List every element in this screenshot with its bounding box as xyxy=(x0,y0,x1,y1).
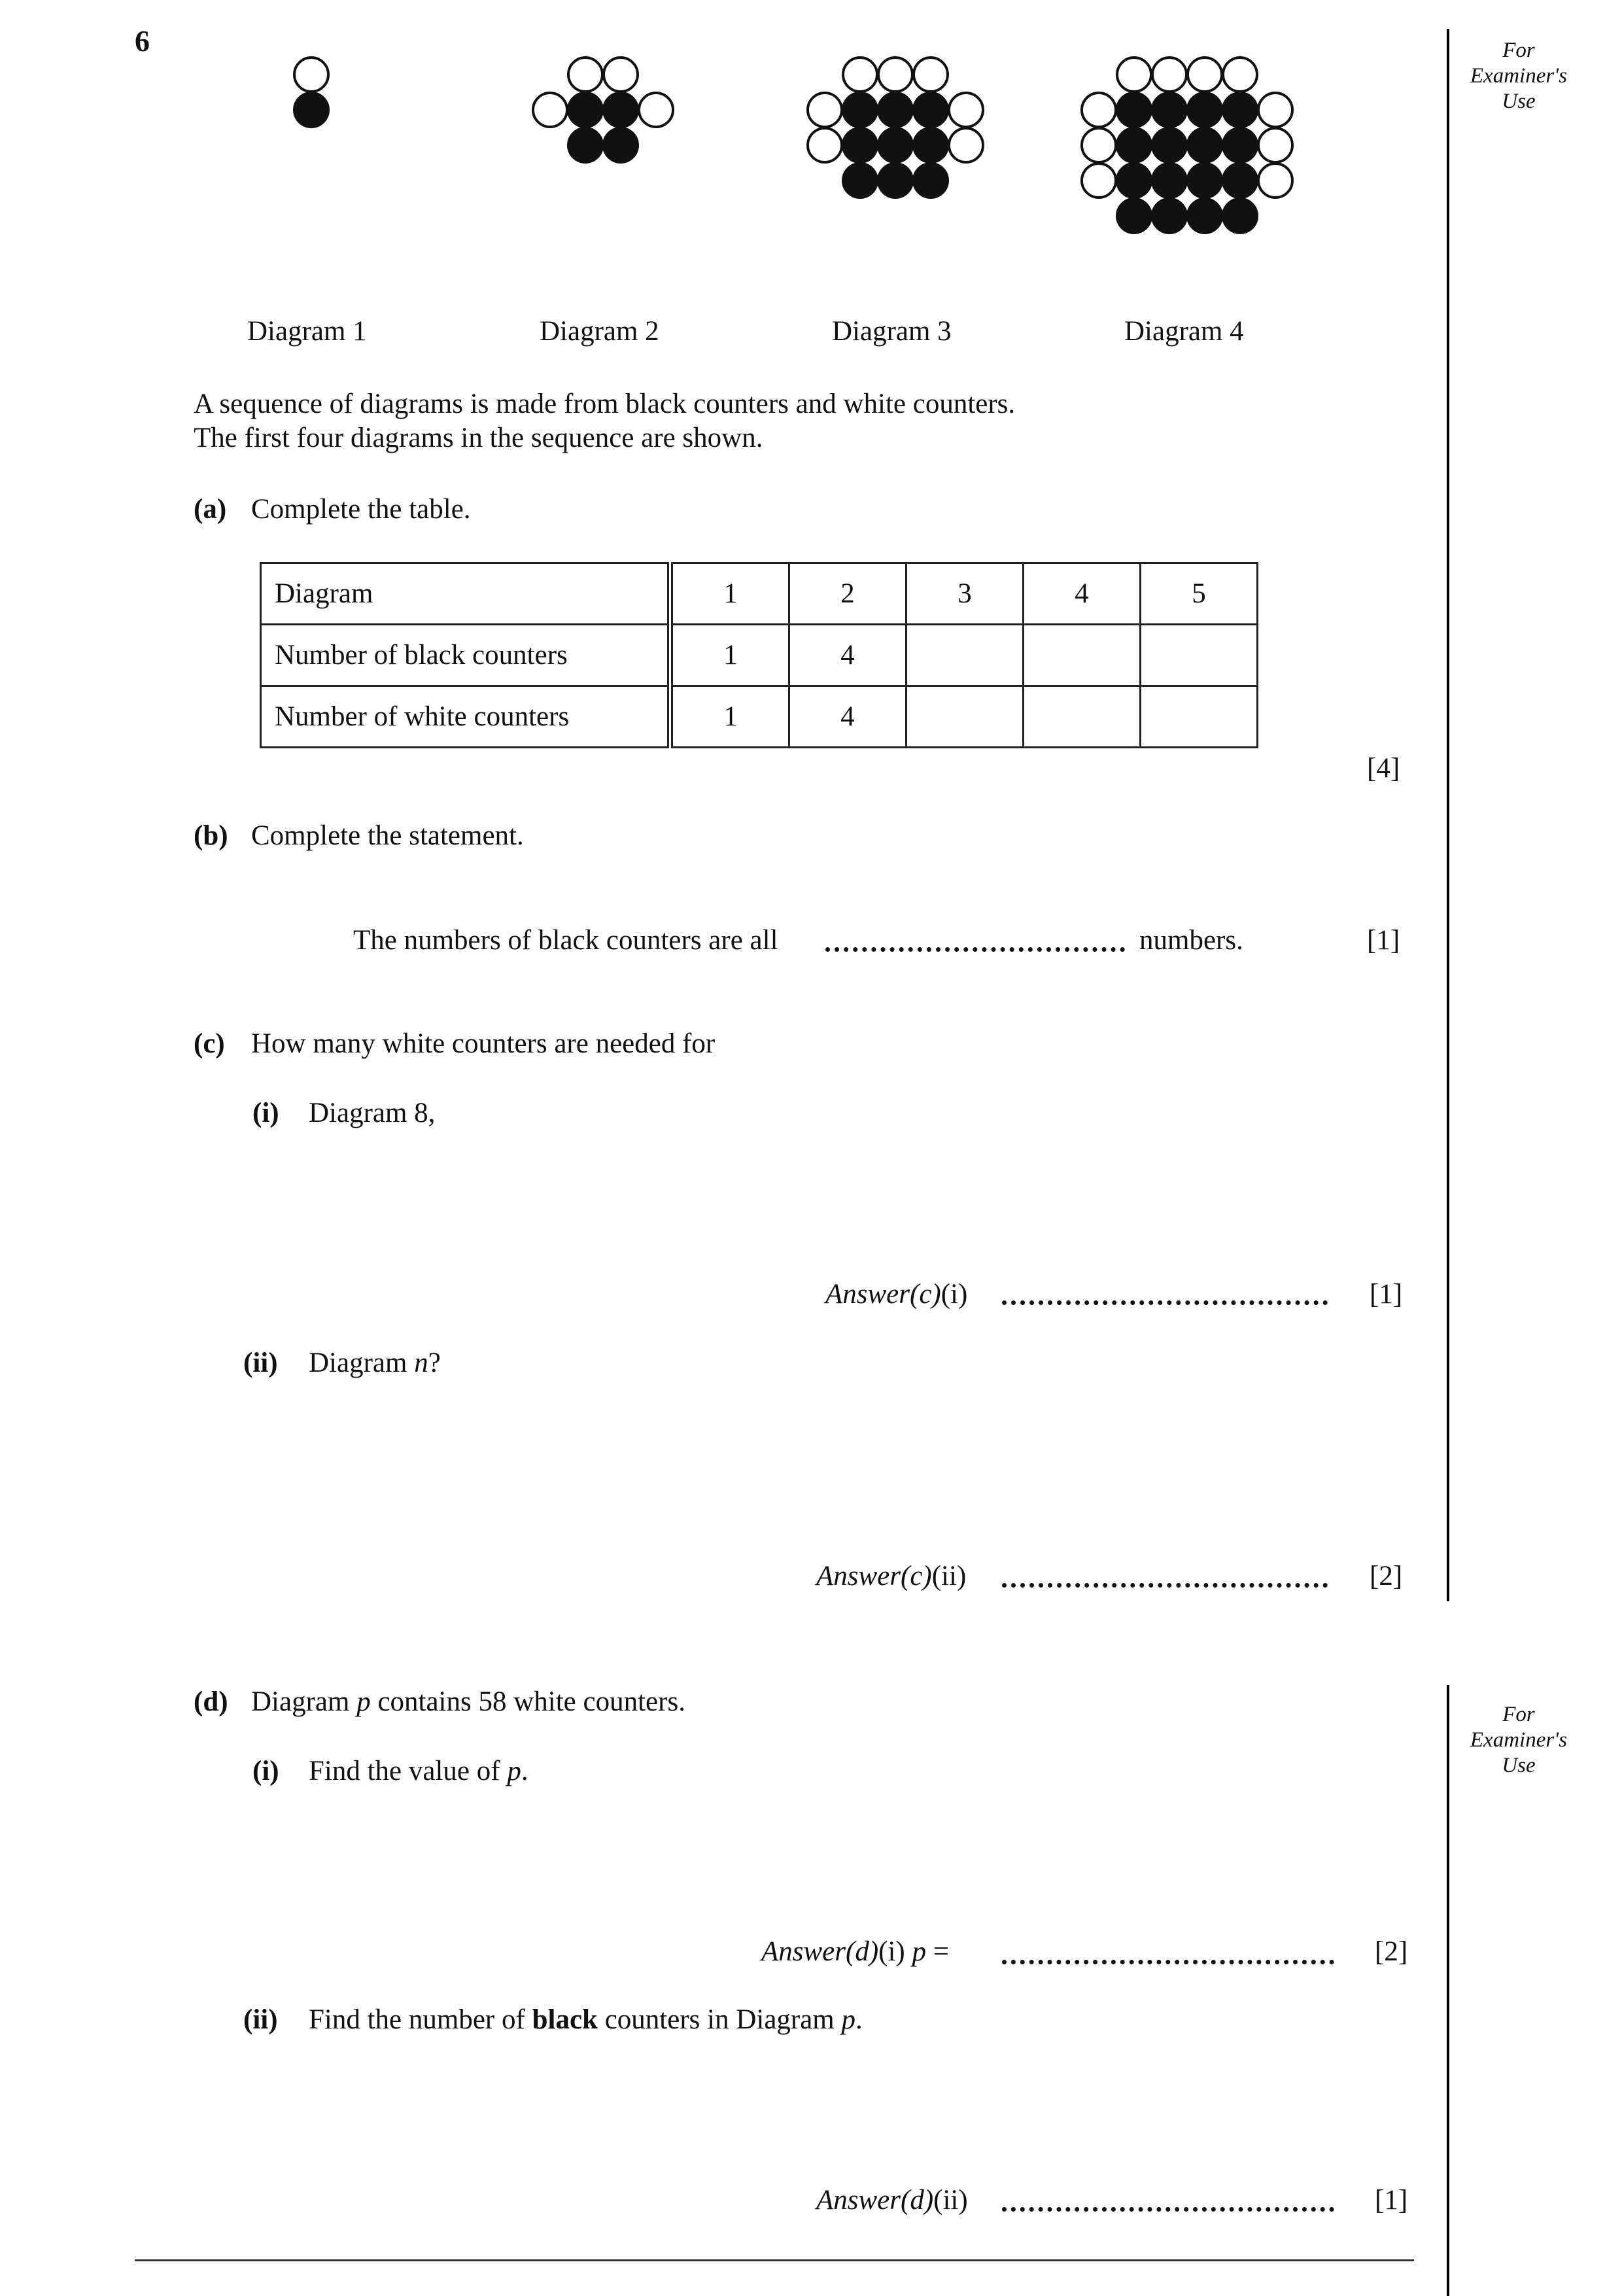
answer-label-part: (ii) xyxy=(933,2185,968,2216)
variable-p: p xyxy=(841,2004,856,2035)
counter-diagrams xyxy=(0,39,1373,301)
white-counter xyxy=(568,58,602,92)
part-d-ii-label: (ii) xyxy=(243,2004,278,2035)
white-counter xyxy=(1188,58,1222,92)
part-d-i-marks: [2] xyxy=(1375,1936,1408,1967)
examiner-label-bottom xyxy=(1453,1702,1584,1779)
white-counter xyxy=(949,128,983,162)
variable-p: p xyxy=(356,1686,371,1717)
part-b-answer-line[interactable] xyxy=(825,947,1125,952)
diagram-label-3: Diagram 3 xyxy=(832,316,952,347)
black-counter xyxy=(843,128,877,162)
examiner-label-line2: Examiner's xyxy=(1470,64,1568,88)
page-number: 6 xyxy=(135,24,150,58)
part-d-text xyxy=(251,1688,685,1716)
examiner-margin-line-bottom xyxy=(1447,1685,1449,2296)
part-a-label: (a) xyxy=(194,494,227,525)
black-counter xyxy=(914,93,948,127)
white-counter xyxy=(533,93,567,127)
part-c-ii-label: (ii) xyxy=(243,1348,278,1378)
equals-sign: = xyxy=(925,1936,949,1967)
table-answer-cell[interactable] xyxy=(906,625,1024,686)
black-counter xyxy=(568,128,602,162)
black-counter xyxy=(1152,128,1186,162)
black-counter xyxy=(1117,128,1151,162)
part-d-ii-answer-label xyxy=(816,2186,968,2214)
black-counter xyxy=(1188,199,1222,233)
white-counter xyxy=(808,93,842,127)
table-cell: 1 xyxy=(670,686,789,748)
part-c-text: How many white counters are needed for xyxy=(251,1028,716,1059)
black-counter xyxy=(878,93,912,127)
black-counter xyxy=(1188,164,1222,198)
white-counter xyxy=(914,58,948,92)
part-c-label: (c) xyxy=(194,1028,225,1059)
white-counter xyxy=(878,58,912,92)
table-cell: 1 xyxy=(670,563,789,625)
white-counter xyxy=(843,58,877,92)
table-cell: 3 xyxy=(906,563,1024,625)
part-c-ii-text xyxy=(309,1349,441,1377)
black-counter xyxy=(843,93,877,127)
table-answer-cell[interactable] xyxy=(1141,625,1258,686)
text: contains 58 white counters. xyxy=(370,1686,685,1717)
black-counter xyxy=(878,128,912,162)
examiner-label-line3: Use xyxy=(1502,1754,1536,1777)
variable-p: p xyxy=(507,1756,521,1786)
part-d-i-answer-label xyxy=(761,1938,949,1966)
examiner-label-line3: Use xyxy=(1502,90,1536,113)
white-counter xyxy=(1082,164,1116,198)
black-counter xyxy=(1152,93,1186,127)
part-b-marks: [1] xyxy=(1367,925,1400,956)
text: ? xyxy=(428,1348,441,1378)
answer-label-part: (i) xyxy=(940,1279,968,1310)
diagram-label-1: Diagram 1 xyxy=(247,316,367,347)
answer-label-part: (i) xyxy=(878,1936,912,1967)
black-counter xyxy=(1117,199,1151,233)
text: Diagram xyxy=(309,1348,415,1378)
part-b-statement: The numbers of black counters are all xyxy=(353,925,778,956)
black-counter xyxy=(1223,93,1257,127)
black-counter xyxy=(1223,199,1257,233)
black-counter xyxy=(878,164,912,198)
black-counter xyxy=(604,93,638,127)
answer-label-part: (ii) xyxy=(931,1561,967,1592)
table-answer-cell[interactable] xyxy=(906,686,1024,748)
part-c-i-text: Diagram 8, xyxy=(309,1098,436,1128)
part-b-text: Complete the statement. xyxy=(251,820,524,851)
part-d-ii-text xyxy=(309,2006,863,2034)
answer-label-italic: Answer(d) xyxy=(816,2185,934,2216)
white-counter xyxy=(1082,128,1116,162)
table-row-white xyxy=(261,686,1258,748)
part-a-marks: [4] xyxy=(1367,753,1400,784)
text: Find the value of xyxy=(309,1756,508,1786)
black-counter xyxy=(1152,164,1186,198)
white-counter xyxy=(808,128,842,162)
part-c-ii-answer-line[interactable] xyxy=(1002,1583,1328,1588)
white-counter xyxy=(294,58,328,92)
diagram-label-4: Diagram 4 xyxy=(1124,316,1244,347)
table-row-label: Number of white counters xyxy=(261,686,670,748)
variable-p: p xyxy=(912,1936,926,1967)
table-cell: 4 xyxy=(1024,563,1141,625)
part-d-ii-answer-line[interactable] xyxy=(1002,2207,1334,2212)
examiner-label-top xyxy=(1453,38,1584,114)
answer-label-italic: Answer(d) xyxy=(761,1936,879,1967)
bold-word-black: black xyxy=(532,2004,598,2035)
white-counter xyxy=(1082,93,1116,127)
table-row-black xyxy=(261,625,1258,686)
part-b-statement-end: numbers. xyxy=(1139,925,1243,956)
table-row-diagram xyxy=(261,563,1258,625)
black-counter xyxy=(604,128,638,162)
table-answer-cell[interactable] xyxy=(1024,625,1141,686)
part-c-i-answer-line[interactable] xyxy=(1002,1300,1328,1305)
text: Find the number of xyxy=(309,2004,532,2035)
diagram-label-2: Diagram 2 xyxy=(540,316,659,347)
white-counter xyxy=(604,58,638,92)
table-cell: 2 xyxy=(789,563,906,625)
examiner-label-line1: For xyxy=(1502,1703,1535,1726)
black-counter xyxy=(1117,93,1151,127)
examiner-label-line2: Examiner's xyxy=(1470,1728,1568,1752)
counters-table xyxy=(260,562,1258,748)
table-cell: 1 xyxy=(670,625,789,686)
white-counter xyxy=(1258,93,1292,127)
black-counter xyxy=(1223,164,1257,198)
text: counters in Diagram xyxy=(597,2004,842,2035)
part-c-i-marks: [1] xyxy=(1370,1279,1403,1310)
black-counter xyxy=(1223,128,1257,162)
part-d-i-text xyxy=(309,1757,528,1785)
table-row-label: Diagram xyxy=(261,563,670,625)
variable-n: n xyxy=(414,1348,428,1378)
bottom-rule xyxy=(135,2259,1414,2261)
examiner-margin-line-top xyxy=(1447,29,1449,1601)
part-d-label: (d) xyxy=(194,1686,228,1717)
part-d-i-answer-line[interactable] xyxy=(1002,1960,1334,1964)
black-counter xyxy=(568,93,602,127)
white-counter xyxy=(1117,58,1151,92)
part-c-ii-marks: [2] xyxy=(1370,1561,1403,1592)
intro-line-1: A sequence of diagrams is made from black counters and white counters. xyxy=(194,389,1016,419)
part-b-label: (b) xyxy=(194,820,228,851)
white-counter xyxy=(1223,58,1257,92)
white-counter xyxy=(1152,58,1186,92)
examiner-label-line1: For xyxy=(1502,39,1535,62)
table-cell: 4 xyxy=(789,625,906,686)
black-counter xyxy=(294,93,328,127)
table-answer-cell[interactable] xyxy=(1024,686,1141,748)
part-c-ii-answer-label xyxy=(816,1562,966,1590)
text: Diagram xyxy=(251,1686,357,1717)
table-cell: 4 xyxy=(789,686,906,748)
table-row-label: Number of black counters xyxy=(261,625,670,686)
black-counter xyxy=(1188,93,1222,127)
part-d-ii-marks: [1] xyxy=(1375,2185,1408,2216)
part-c-i-answer-label xyxy=(825,1280,967,1308)
white-counter xyxy=(639,93,673,127)
black-counter xyxy=(1188,128,1222,162)
table-cell: 5 xyxy=(1141,563,1258,625)
text: . xyxy=(521,1756,528,1786)
part-d-i-label: (i) xyxy=(252,1756,279,1786)
text: . xyxy=(855,2004,863,2035)
white-counter xyxy=(1258,128,1292,162)
white-counter xyxy=(949,93,983,127)
white-counter xyxy=(1258,164,1292,198)
part-a-text: Complete the table. xyxy=(251,494,471,525)
answer-label-italic: Answer(c) xyxy=(825,1279,941,1310)
black-counter xyxy=(914,164,948,198)
black-counter xyxy=(914,128,948,162)
table-answer-cell[interactable] xyxy=(1141,686,1258,748)
intro-line-2: The first four diagrams in the sequence are shown. xyxy=(194,423,763,453)
black-counter xyxy=(1117,164,1151,198)
answer-label-italic: Answer(c) xyxy=(816,1561,932,1592)
part-c-i-label: (i) xyxy=(252,1098,279,1128)
black-counter xyxy=(843,164,877,198)
black-counter xyxy=(1152,199,1186,233)
